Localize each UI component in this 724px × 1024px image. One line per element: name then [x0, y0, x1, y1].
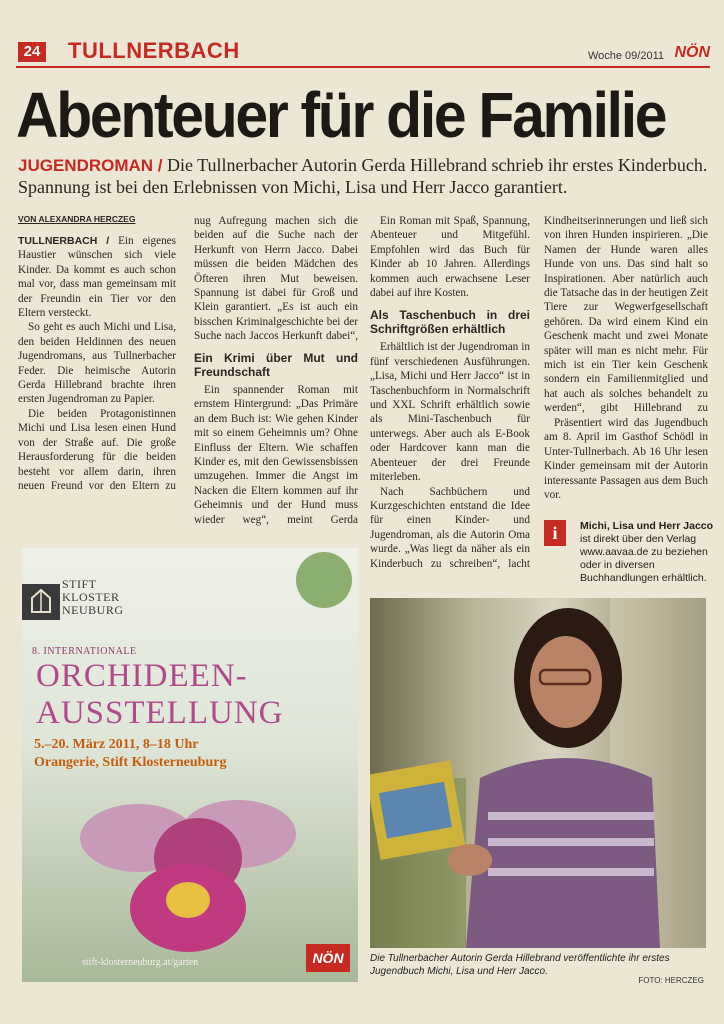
article-column-4	[544, 214, 708, 502]
ad-badge-icon	[296, 552, 352, 608]
ad-newspaper-logo: NÖN	[306, 944, 350, 972]
paragraph: Kindheitserinnerungen und ließ sich von ihren Hunden inspirieren. „Die Namen der Hunde waren alles Hunde von uns. Das sind halt so Inspirationen. Aber natürlich auch die Tatsache das in der heutigen Zeit Tiere zur Wegwerfgesellschaft gehören. Da wird einem Kind ein Geschenk macht und zwei Monate später will man es nicht mehr. Für mich ist ein Tier kein Geschenk sondern ein Familienmitglied und hat auch als solches behandelt zu werden“, gibt Hillebrand zu	[544, 215, 708, 415]
ad-url: stift-klosterneuburg.at/garten	[82, 957, 199, 968]
article-column-1	[18, 214, 176, 493]
page-number: 24	[18, 42, 46, 62]
dek-text: Die Tullnerbacher Autorin Gerda Hillebrand schrieb ihr erstes Kinderbuch. Spannung ist bei den Erlebnissen von Michi, Lisa und Herr Jacco garantiert.	[18, 155, 708, 197]
section-title: TULLNERBACH	[68, 38, 240, 63]
header-rule	[16, 66, 710, 68]
orchid-exhibition-ad	[22, 548, 358, 982]
paragraph: nug Aufregung machen sich die beiden auf die Suche nach der Herkunft von Herrn Jacco. Dabei müssen die beiden Mädchen des Öfteren ihren Mut beweisen. Spannung ist dabei für Groß und Klein garantiert. „Es ist auch ein bisschen Kriminalgeschichte bei der Suche nach Jaccos Herkunft dabei“,	[194, 215, 358, 343]
paragraph: Ein spannender Roman mit ernstem Hintergrund: „Das Primäre an dem Buch ist: Wie gehen Kinder mit so einem Geheimnis um? Ohne Einfluss der Eltern. Wie schaffen Kinder es, mit den Gewissensbissen umzugehen. Immer die Angst im Nacken die Eltern kommen auf ihr Geheimnis und der Hund muss wieder weg“, meint Gerda	[194, 384, 358, 526]
info-body: ist direkt über den Verlag www.aavaa.de zu beziehen oder in diversen Buchhandlungen erhältlich.	[580, 533, 708, 584]
paragraph	[18, 234, 176, 320]
ad-date	[34, 736, 226, 772]
byline: VON ALEXANDRA HERCZEG	[18, 214, 136, 224]
paragraph: Ein Roman mit Spaß, Spannung, Abenteuer und Mitgefühl. Empfohlen wird das Buch für Kinder ab 10 Jahren. Allerdings kommen auch erwachsene Leser dabei auf ihre Kosten.	[370, 215, 530, 300]
ad-date-text: 5.–20. März 2011, 8–18 Uhr	[34, 737, 199, 752]
paragraph: Erhältlich ist der Jugendroman in fünf verschiedenen Ausführungen. „Lisa, Michi und Herr Jacco“ ist in Taschenbuchform in Normalschrift und XXL Schrift erhältlich sowie als Mini-Taschenbuch für unterwegs. Aber auch als E-Book oder Hardcover kann man die Abenteuer der drei Freunde miterleben.	[370, 341, 530, 484]
dek	[18, 154, 708, 198]
paragraph: Nach Sachbüchern und Kurzgeschichten entstand die Idee für einen Kinder- und Jugendroman, als die Autorin Oma wurde. „Was liegt da näher als ein Kinderbuch zu schreiben“, lacht	[370, 485, 530, 570]
orchid-flower-icon	[58, 788, 318, 963]
newspaper-logo: NÖN	[674, 44, 710, 61]
subheading: Ein Krimi über Mut und Freundschaft	[194, 351, 358, 379]
info-icon: i	[544, 520, 566, 546]
author-photo	[370, 598, 706, 948]
photo-credit: FOTO: HERCZEG	[638, 976, 704, 985]
ad-edition: 8. INTERNATIONALE	[32, 646, 137, 657]
ad-title: ORCHIDEEN- AUSSTELLUNG	[36, 658, 284, 731]
subheading: Als Taschenbuch in drei Schriftgrößen erhältlich	[370, 308, 530, 337]
info-box	[544, 520, 714, 585]
dateline: TULLNERBACH /	[18, 235, 110, 247]
article-column-2	[194, 214, 358, 527]
headline: Abenteuer für die Familie	[16, 79, 666, 151]
paragraph-text: Ein eigenes Haustier wünschen sich viele Kinder. Da kommt es auch schon mal vor, dass man gemeinsam mit der Freundin ein Tier vor den Eltern versteckt.	[18, 235, 176, 320]
stift-crest-icon	[22, 584, 60, 620]
ad-venue: Orangerie, Stift Klosterneuburg	[34, 755, 227, 770]
paragraph: Die beiden Protagonistinnen Michi und Lisa lesen einen Hund von der Straße auf. Die große Herausforderung für die beiden besteht vor allem darin, ihren neuen Freund vor den Eltern zu	[18, 407, 176, 492]
info-title: Michi, Lisa und Herr Jacco	[580, 520, 714, 532]
author-portrait-image	[370, 598, 706, 948]
info-text	[580, 520, 714, 585]
paragraph: So geht es auch Michi und Lisa, den beiden Heldinnen des neuen Jugendromans, aus Tullnerbacher Feder. Die heimische Autorin Gerda Hillebrand brachte ihren ersten Jugendroman zu Papier.	[18, 321, 176, 406]
dek-kicker: JUGENDROMAN /	[18, 156, 163, 175]
issue-week: Woche 09/2011	[587, 50, 664, 62]
article-column-3	[370, 214, 530, 571]
ad-organization: STIFT KLOSTER NEUBURG	[62, 577, 124, 617]
photo-caption: Die Tullnerbacher Autorin Gerda Hillebrand veröffentlichte ihr erstes Jugendbuch Michi, Lisa und Herr Jacco.	[370, 953, 670, 977]
paragraph: Präsentiert wird das Jugendbuch am 8. April im Gasthof Schödl in Unter-Tullnerbach. Ab 16 Uhr lesen Kinder gemeinsam mit der Autorin interessante Passagen aus dem Buch vor.	[544, 417, 708, 502]
